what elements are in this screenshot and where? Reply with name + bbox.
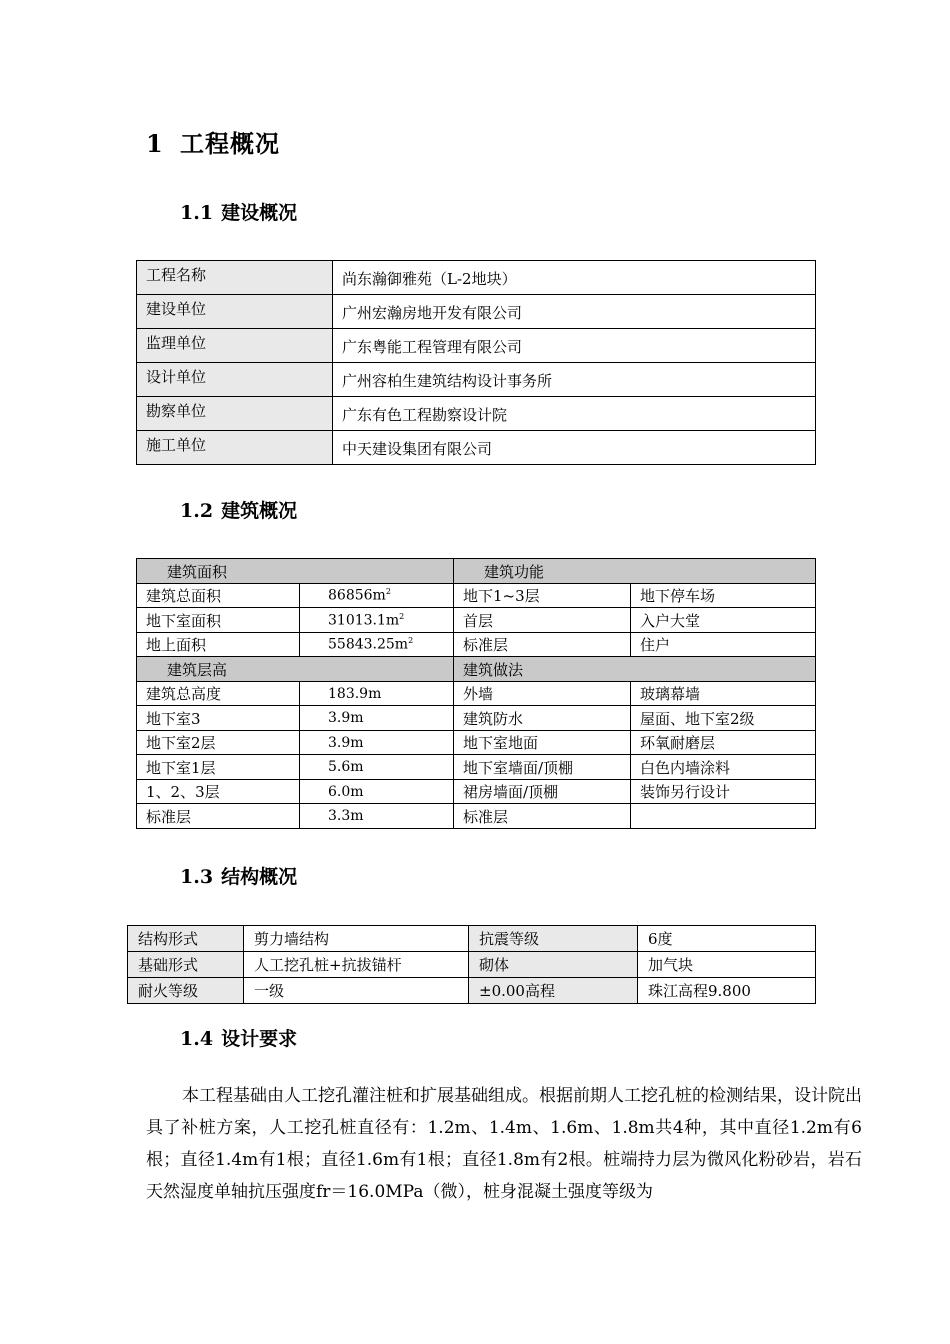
table-cell: 地下室面积 [137, 608, 300, 633]
table-row [137, 608, 816, 633]
unit-superscript: 2 [399, 611, 405, 621]
table-cell-value: 广州宏瀚房地开发有限公司 [333, 295, 816, 329]
table-cell: 6.0m [300, 779, 454, 804]
subsection-heading-1-2 [180, 496, 297, 523]
table-cell-label: 抗震等级 [469, 926, 638, 952]
paragraph-text: 本工程基础由人工挖孔灌注桩和扩展基础组成。根据前期人工挖孔桩的检测结果，设计院出具了补桩方案，人工挖孔桩直径有：1.2m、1.4m、1.6m、1.8m共4种，其中直径1.2m有6根；直径1.4m有1根；直径1.6m有1根；直径1.8m有2根。桩端持力层为微风化粉砂岩，岩石天然湿度单轴抗压强度fr＝16.0MPa（微），桩身混凝土强度等级为 [146, 1086, 862, 1202]
table-row [137, 730, 816, 755]
table-cell: 屋面、地下室2级 [631, 706, 816, 731]
table-cell: 标准层 [137, 804, 300, 829]
table-cell-label: 设计单位 [137, 363, 333, 397]
table-cell: 入户大堂 [631, 608, 816, 633]
table-cell-label: 监理单位 [137, 329, 333, 363]
table-row [137, 431, 816, 465]
table-cell [631, 804, 816, 829]
table-cell: 地下1~3层 [454, 583, 631, 608]
table-cell-label: 勘察单位 [137, 397, 333, 431]
table-cell: 6度 [638, 926, 816, 952]
table-cell-label: 砌体 [469, 952, 638, 978]
subsection-heading-1-3 [180, 862, 297, 889]
table-row [137, 261, 816, 295]
table-cell: 标准层 [454, 804, 631, 829]
table-row [137, 779, 816, 804]
table-cell: 白色内墙涂料 [631, 755, 816, 780]
table-row [128, 978, 816, 1004]
table-cell: 裙房墙面/顶棚 [454, 779, 631, 804]
table-cell: 装饰另行设计 [631, 779, 816, 804]
table-cell-value: 广州容柏生建筑结构设计事务所 [333, 363, 816, 397]
subsection-heading-1-1 [180, 198, 297, 225]
table-cell: 建筑防水 [454, 706, 631, 731]
building-table [136, 558, 816, 829]
table-cell: 珠江高程9.800 [638, 978, 816, 1004]
table-cell: 3.3m [300, 804, 454, 829]
table-cell: 1、2、3层 [137, 779, 300, 804]
table-cell-area: $86856m^2$ [300, 583, 454, 608]
table-header-row [137, 559, 816, 584]
table-cell-area: $31013.1m^2$ [300, 608, 454, 633]
table-cell-label: 结构形式 [128, 926, 244, 952]
table-cell-value: 广东粤能工程管理有限公司 [333, 329, 816, 363]
table-cell-value: 中天建设集团有限公司 [333, 431, 816, 465]
table-cell: 5.6m [300, 755, 454, 780]
table-cell: 地下室地面 [454, 730, 631, 755]
table-cell: 183.9m [300, 681, 454, 706]
subsection-title: 设计要求 [221, 1028, 298, 1050]
subsection-number: 1.2 [180, 500, 214, 522]
subsection-title: 结构概况 [221, 866, 298, 888]
table-cell: 一级 [244, 978, 469, 1004]
table-row [128, 926, 816, 952]
table-cell: 人工挖孔桩+抗拔锚杆 [244, 952, 469, 978]
table-header-method: 建筑做法 [454, 657, 816, 682]
unit-superscript: 2 [385, 587, 391, 597]
table-cell: 首层 [454, 608, 631, 633]
design-requirements-paragraph [146, 1080, 862, 1208]
table-cell-area: $55843.25m^2$ [300, 632, 454, 657]
table-row [137, 681, 816, 706]
subsection-heading-1-4 [180, 1024, 297, 1051]
table-cell: 建筑总高度 [137, 681, 300, 706]
table-cell: 3.9m [300, 706, 454, 731]
table-cell: 外墙 [454, 681, 631, 706]
table-row [137, 295, 816, 329]
overview-table [136, 260, 816, 465]
table-cell: 地下室1层 [137, 755, 300, 780]
subsection-title: 建设概况 [221, 202, 298, 224]
table-cell: 加气块 [638, 952, 816, 978]
table-header-height: 建筑层高 [137, 657, 454, 682]
table-cell: 地下室墙面/顶棚 [454, 755, 631, 780]
table-row [137, 804, 816, 829]
table-cell: 玻璃幕墙 [631, 681, 816, 706]
table-cell: 3.9m [300, 730, 454, 755]
table-cell-label: 基础形式 [128, 952, 244, 978]
table-cell: 建筑总面积 [137, 583, 300, 608]
section-number: 1 [146, 129, 164, 158]
table-header-row [137, 657, 816, 682]
table-cell: 剪力墙结构 [244, 926, 469, 952]
structure-table [127, 925, 816, 1004]
unit-superscript: 2 [408, 636, 414, 646]
table-cell-value: 广东有色工程勘察设计院 [333, 397, 816, 431]
table-cell-label: 建设单位 [137, 295, 333, 329]
table-cell: 地下室2层 [137, 730, 300, 755]
section-heading [146, 124, 280, 159]
table-row [137, 706, 816, 731]
subsection-number: 1.1 [180, 202, 214, 224]
subsection-number: 1.3 [180, 866, 214, 888]
table-cell: 地下室3 [137, 706, 300, 731]
table-cell-value: 尚东瀚御雅苑（L-2地块） [333, 261, 816, 295]
table-cell: 标准层 [454, 632, 631, 657]
table-cell: 地下停车场 [631, 583, 816, 608]
table-cell-label: 耐火等级 [128, 978, 244, 1004]
table-header-area: 建筑面积 [137, 559, 454, 584]
subsection-title: 建筑概况 [221, 500, 298, 522]
table-row [137, 329, 816, 363]
table-row [128, 952, 816, 978]
table-cell-label: 施工单位 [137, 431, 333, 465]
table-cell-label: 工程名称 [137, 261, 333, 295]
table-row [137, 397, 816, 431]
table-cell-label: ±0.00高程 [469, 978, 638, 1004]
table-row [137, 363, 816, 397]
table-cell: 住户 [631, 632, 816, 657]
table-row [137, 632, 816, 657]
table-row [137, 583, 816, 608]
table-cell: 环氧耐磨层 [631, 730, 816, 755]
subsection-number: 1.4 [180, 1028, 214, 1050]
section-title: 工程概况 [180, 129, 280, 158]
table-header-function: 建筑功能 [454, 559, 816, 584]
table-cell: 地上面积 [137, 632, 300, 657]
table-row [137, 755, 816, 780]
